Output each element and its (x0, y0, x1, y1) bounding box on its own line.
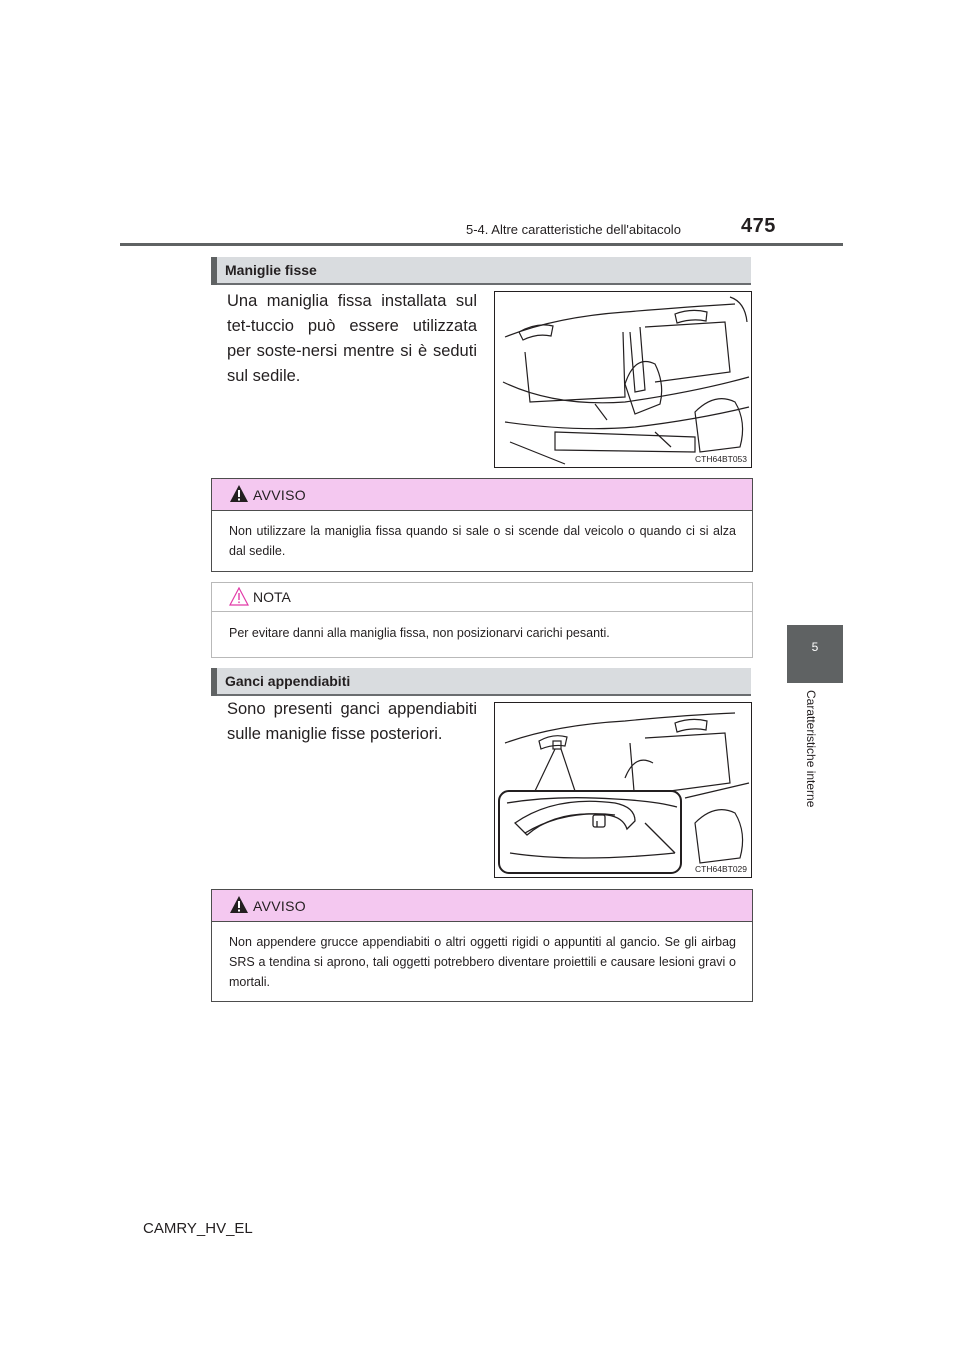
warning-header (212, 890, 752, 922)
running-header-section: 5-4. Altre caratteristiche dell'abitacolo (466, 222, 681, 237)
chapter-tab (787, 625, 843, 683)
figure-grab-handle (494, 291, 752, 468)
section-heading-text: Ganci appendiabiti (225, 673, 351, 689)
chapter-tab-title: Caratteristiche interne (804, 690, 818, 808)
section-heading-maniglie-fisse (211, 257, 751, 285)
section-heading-ganci-appendiabiti (211, 668, 751, 696)
note-header (212, 583, 752, 612)
caution-triangle-icon (229, 587, 249, 606)
page-number: 475 (741, 215, 776, 237)
warning-text: Non utilizzare la maniglia fissa quando si sale o si scende dal veicolo o quando ci si alza dal sedile. (229, 524, 736, 558)
chapter-tab-number: 5 (811, 640, 819, 654)
section-heading-text: Maniglie fisse (225, 262, 317, 278)
note-label: NOTA (253, 589, 291, 605)
section-heading-bar (211, 257, 217, 285)
note-text: Per evitare danni alla maniglia fissa, non posizionarvi carichi pesanti. (229, 626, 610, 640)
header-rule (120, 243, 843, 246)
warning-triangle-icon (229, 895, 249, 914)
warning-triangle-icon (229, 484, 249, 503)
figure-code: CTH64BT029 (695, 864, 747, 874)
section-body-ganci-appendiabiti: Sono presenti ganci appendiabiti sulle maniglie fisse posteriori. (227, 700, 477, 743)
warning-text: Non appendere grucce appendiabiti o altri oggetti rigidi o appuntiti al gancio. Se gli airbag SRS a tendina si aprono, tali oggetti potrebbero diventare proiettili e causare lesioni gravi o mortali. (229, 935, 736, 989)
grab-handle-illustration (495, 292, 751, 467)
section-body-maniglie-fisse: Una maniglia fissa installata sul tet-tuccio può essere utilizzata per soste-nersi mentre si è seduti sul sedile. (227, 292, 477, 385)
coat-hook-illustration (495, 703, 751, 877)
figure-code: CTH64BT053 (695, 454, 747, 464)
note-box (211, 582, 753, 658)
figure-coat-hook (494, 702, 752, 878)
warning-header (212, 479, 752, 511)
warning-label: AVVISO (253, 487, 306, 503)
warning-label: AVVISO (253, 898, 306, 914)
warning-box-handle-use (211, 478, 753, 572)
section-heading-bar (211, 668, 217, 696)
warning-box-coat-hook (211, 889, 753, 1002)
footer-model-code: CAMRY_HV_EL (143, 1220, 253, 1237)
